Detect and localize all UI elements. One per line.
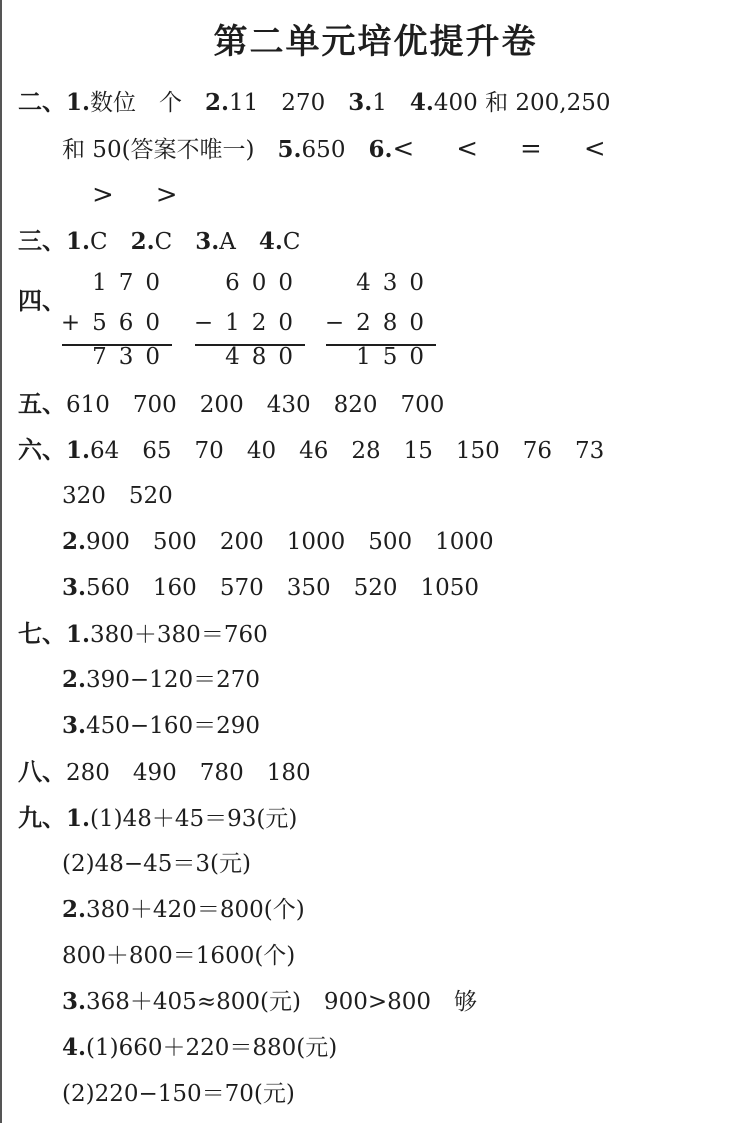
q3-1-number: 1. <box>66 228 91 255</box>
page-title: 第二单元培优提升卷 <box>213 22 538 62</box>
arith-operand: −280 <box>324 310 436 336</box>
q2-6-answer: < < = < <box>392 134 614 164</box>
q3-4-number: 4. <box>258 228 283 255</box>
q7-1-answer: 380＋380＝760 <box>90 622 268 648</box>
q2-5-answer: 650 <box>301 137 346 163</box>
q9-2-number: 2. <box>62 896 87 923</box>
q3-1-answer: C <box>90 229 108 255</box>
q2-4-answer: 400 和 200,250 <box>433 90 611 116</box>
q6-2-number: 2. <box>62 528 87 555</box>
q9-2-answer: 380＋420＝800(个) <box>86 897 305 923</box>
section-8-values: 280 490 780 180 <box>66 760 311 786</box>
section-9-label: 九、 <box>18 804 66 832</box>
section-8-line <box>18 757 311 788</box>
q3-3-answer: A <box>219 229 236 255</box>
page-left-border <box>0 0 2 1123</box>
q2-6-answer-cont: > > <box>92 180 186 210</box>
q9-4-answer-cont: (2)220−150＝70(元) <box>62 1081 295 1107</box>
section-9-line-1 <box>18 803 297 834</box>
section-9-line-5 <box>62 987 477 1017</box>
q2-2-answer: 11 270 <box>229 90 326 116</box>
section-9-line-6 <box>62 1033 337 1063</box>
q2-1-number: 1. <box>66 89 91 116</box>
section-6-line-2 <box>62 481 173 511</box>
q7-3-answer: 450−160＝290 <box>86 713 260 739</box>
section-4-line <box>18 286 66 317</box>
q6-1-answer: 64 65 70 40 46 28 15 150 76 73 <box>90 438 605 464</box>
q2-6-number: 6. <box>368 136 393 163</box>
q6-1-number: 1. <box>66 437 91 464</box>
q2-4-answer-cont: 和 50(答案不唯一) <box>62 137 255 163</box>
section-5-line <box>18 389 444 420</box>
q9-1-number: 1. <box>66 805 91 832</box>
q7-1-number: 1. <box>66 621 91 648</box>
section-3-line <box>18 226 301 257</box>
q3-3-number: 3. <box>195 228 220 255</box>
section-4-label: 四、 <box>18 287 66 315</box>
section-2-line-2 <box>62 134 614 165</box>
section-9-line-3 <box>62 895 305 925</box>
q2-5-number: 5. <box>277 136 302 163</box>
q9-3-number: 3. <box>62 988 87 1015</box>
arith-top: 430 <box>356 270 436 296</box>
q6-3-answer: 560 160 570 350 520 1050 <box>86 575 480 601</box>
section-7-line-2 <box>62 665 260 695</box>
q2-1-answer: 数位 个 <box>90 90 183 116</box>
q9-3-answer: 368＋405≈800(元) 900>800 够 <box>86 989 478 1015</box>
section-5-label: 五、 <box>18 390 66 418</box>
q3-2-answer: C <box>154 229 173 255</box>
arith-operand: −120 <box>193 310 305 336</box>
section-2-line-1 <box>18 87 611 118</box>
section-6-line-3 <box>62 527 494 557</box>
section-6-line-1 <box>18 435 604 466</box>
arith-top: 170 <box>92 270 172 296</box>
section-2-line-3 <box>92 180 186 211</box>
q7-3-number: 3. <box>62 712 87 739</box>
q6-1-answer-cont: 320 520 <box>62 483 173 509</box>
arith-result: 730 <box>92 344 172 370</box>
q2-2-number: 2. <box>205 89 230 116</box>
arith-operand: +560 <box>60 310 172 336</box>
section-5-values: 610 700 200 430 820 700 <box>66 392 445 418</box>
q9-2-answer-cont: 800＋800＝1600(个) <box>62 943 296 969</box>
vertical-subtraction-2 <box>326 270 436 374</box>
section-7-line-3 <box>62 711 260 741</box>
section-9-line-4 <box>62 941 295 971</box>
section-2-label: 二、 <box>18 88 66 116</box>
q2-3-number: 3. <box>348 89 373 116</box>
arith-result: 150 <box>356 344 436 370</box>
section-6-label: 六、 <box>18 436 66 464</box>
section-6-line-4 <box>62 573 479 603</box>
arith-top: 600 <box>225 270 305 296</box>
section-9-line-7 <box>62 1079 295 1109</box>
section-9-line-2 <box>62 849 251 879</box>
q7-2-answer: 390−120＝270 <box>86 667 260 693</box>
section-7-label: 七、 <box>18 620 66 648</box>
q9-4-number: 4. <box>62 1034 87 1061</box>
q7-2-number: 2. <box>62 666 87 693</box>
section-7-line-1 <box>18 619 268 650</box>
vertical-subtraction-1 <box>195 270 305 374</box>
vertical-addition-1 <box>62 270 172 374</box>
arith-result: 480 <box>225 344 305 370</box>
q3-2-number: 2. <box>130 228 155 255</box>
q9-1-answer: (1)48＋45＝93(元) <box>90 806 298 832</box>
q6-3-number: 3. <box>62 574 87 601</box>
section-3-label: 三、 <box>18 227 66 255</box>
section-8-label: 八、 <box>18 758 66 786</box>
q9-4-answer: (1)660＋220＝880(元) <box>86 1035 338 1061</box>
q2-3-answer: 1 <box>372 90 387 116</box>
q3-4-answer: C <box>282 229 301 255</box>
q6-2-answer: 900 500 200 1000 500 1000 <box>86 529 494 555</box>
q2-4-number: 4. <box>409 89 434 116</box>
q9-1-answer-cont: (2)48−45＝3(元) <box>62 851 251 877</box>
